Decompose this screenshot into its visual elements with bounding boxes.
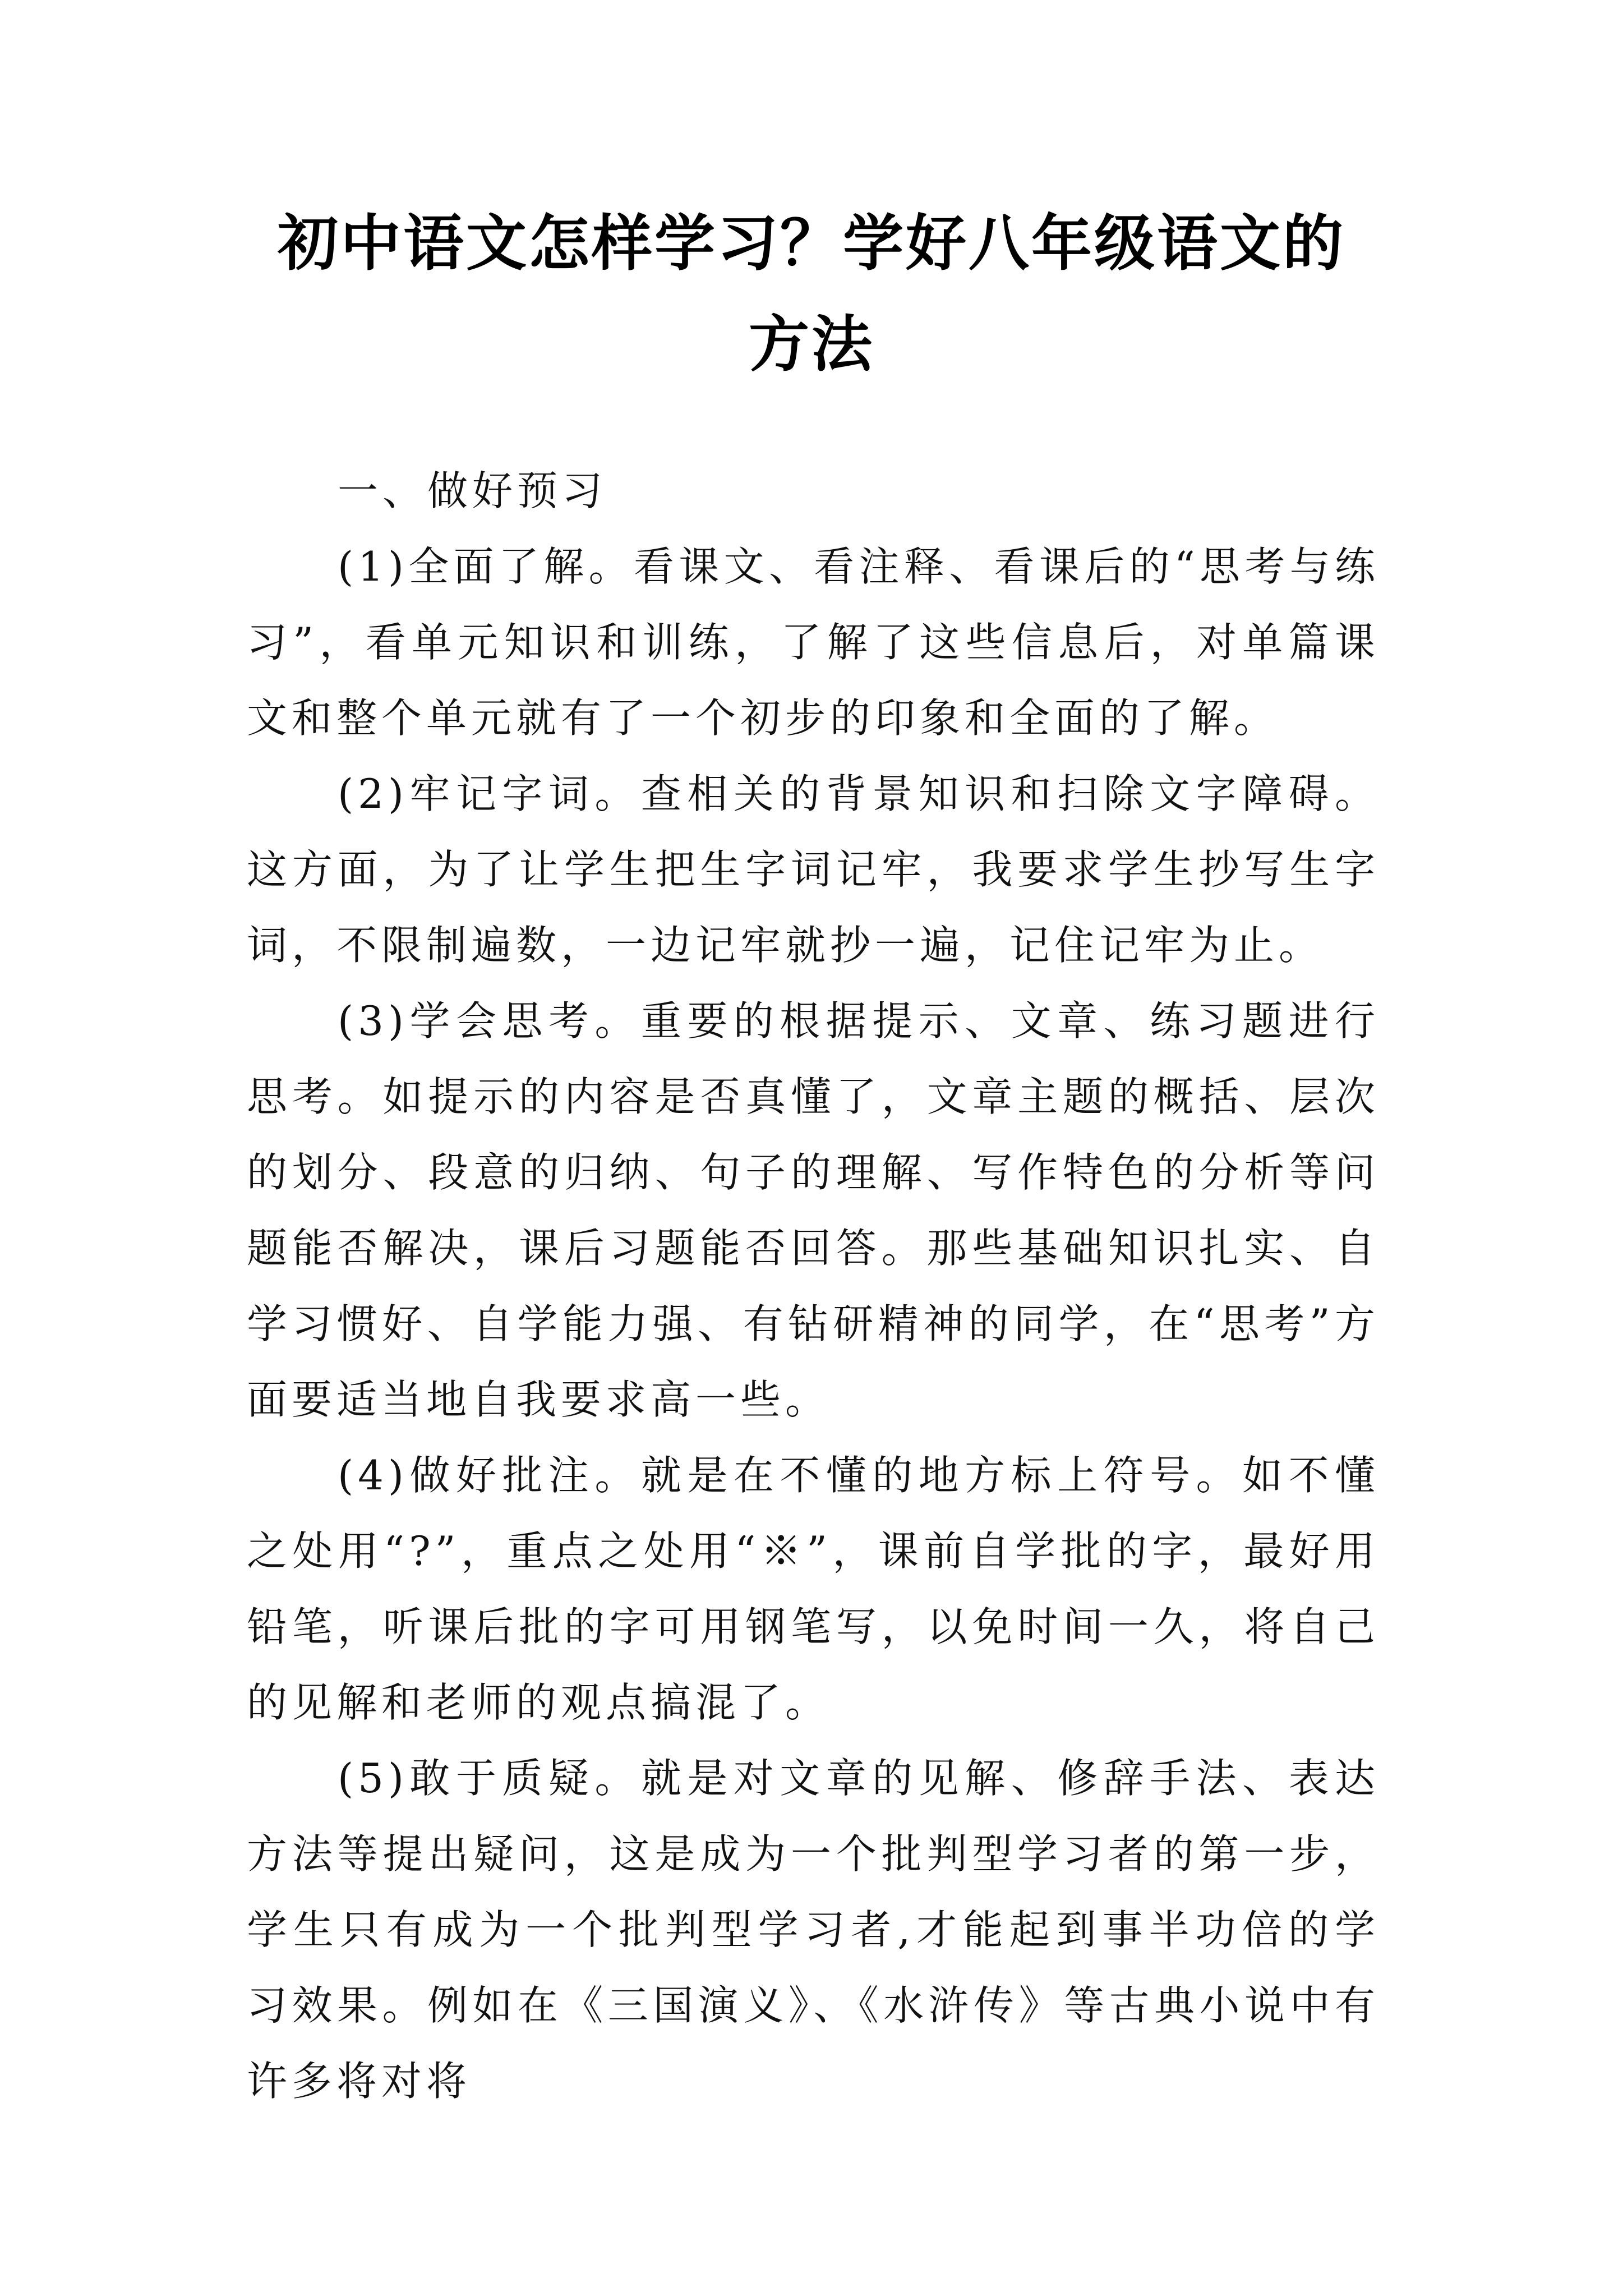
document-body [247,453,1380,2119]
paragraph-4: (4)做好批注。就是在不懂的地方标上符号。如不懂之处用“?”，重点之处用“※”，课前自学批的字，最好用铅笔，听课后批的字可用钢笔写，以免时间一久，将自己的见解和老师的观点搞混了。 [247,1452,1380,1726]
paragraph-2: (2)牢记字词。查相关的背景知识和扫除文字障碍。这方面，为了让学生把生字词记牢，我要求学生抄写生字词，不限制遍数，一边记牢就抄一遍，记住记牢为止。 [247,770,1380,969]
paragraph-1: (1)全面了解。看课文、看注释、看课后的“思考与练习”，看单元知识和训练，了解了这些信息后，对单篇课文和整个单元就有了一个初步的印象和全面的了解。 [247,543,1380,742]
section-heading: 一、做好预习 [338,467,607,514]
paragraph-5: (5)敢于质疑。就是对文章的见解、修辞手法、表达方法等提出疑问，这是成为一个批判型学习者的第一步，学生只有成为一个批判型学习者,才能起到事半功倍的学习效果。例如在《三国演义》、《水浒传》等古典小说中有许多将对将 [247,1755,1380,2105]
document-title: 初中语文怎样学习？学好八年级语文的方法 [277,209,1345,380]
paragraph-3: (3)学会思考。重要的根据提示、文章、练习题进行思考。如提示的内容是否真懂了，文章主题的概括、层次的划分、段意的归纳、句子的理解、写作特色的分析等问题能否解决，课后习题能否回答。那些基础知识扎实、自学习惯好、自学能力强、有钻研精神的同学，在“思考”方面要适当地自我要求高一些。 [247,997,1380,1423]
